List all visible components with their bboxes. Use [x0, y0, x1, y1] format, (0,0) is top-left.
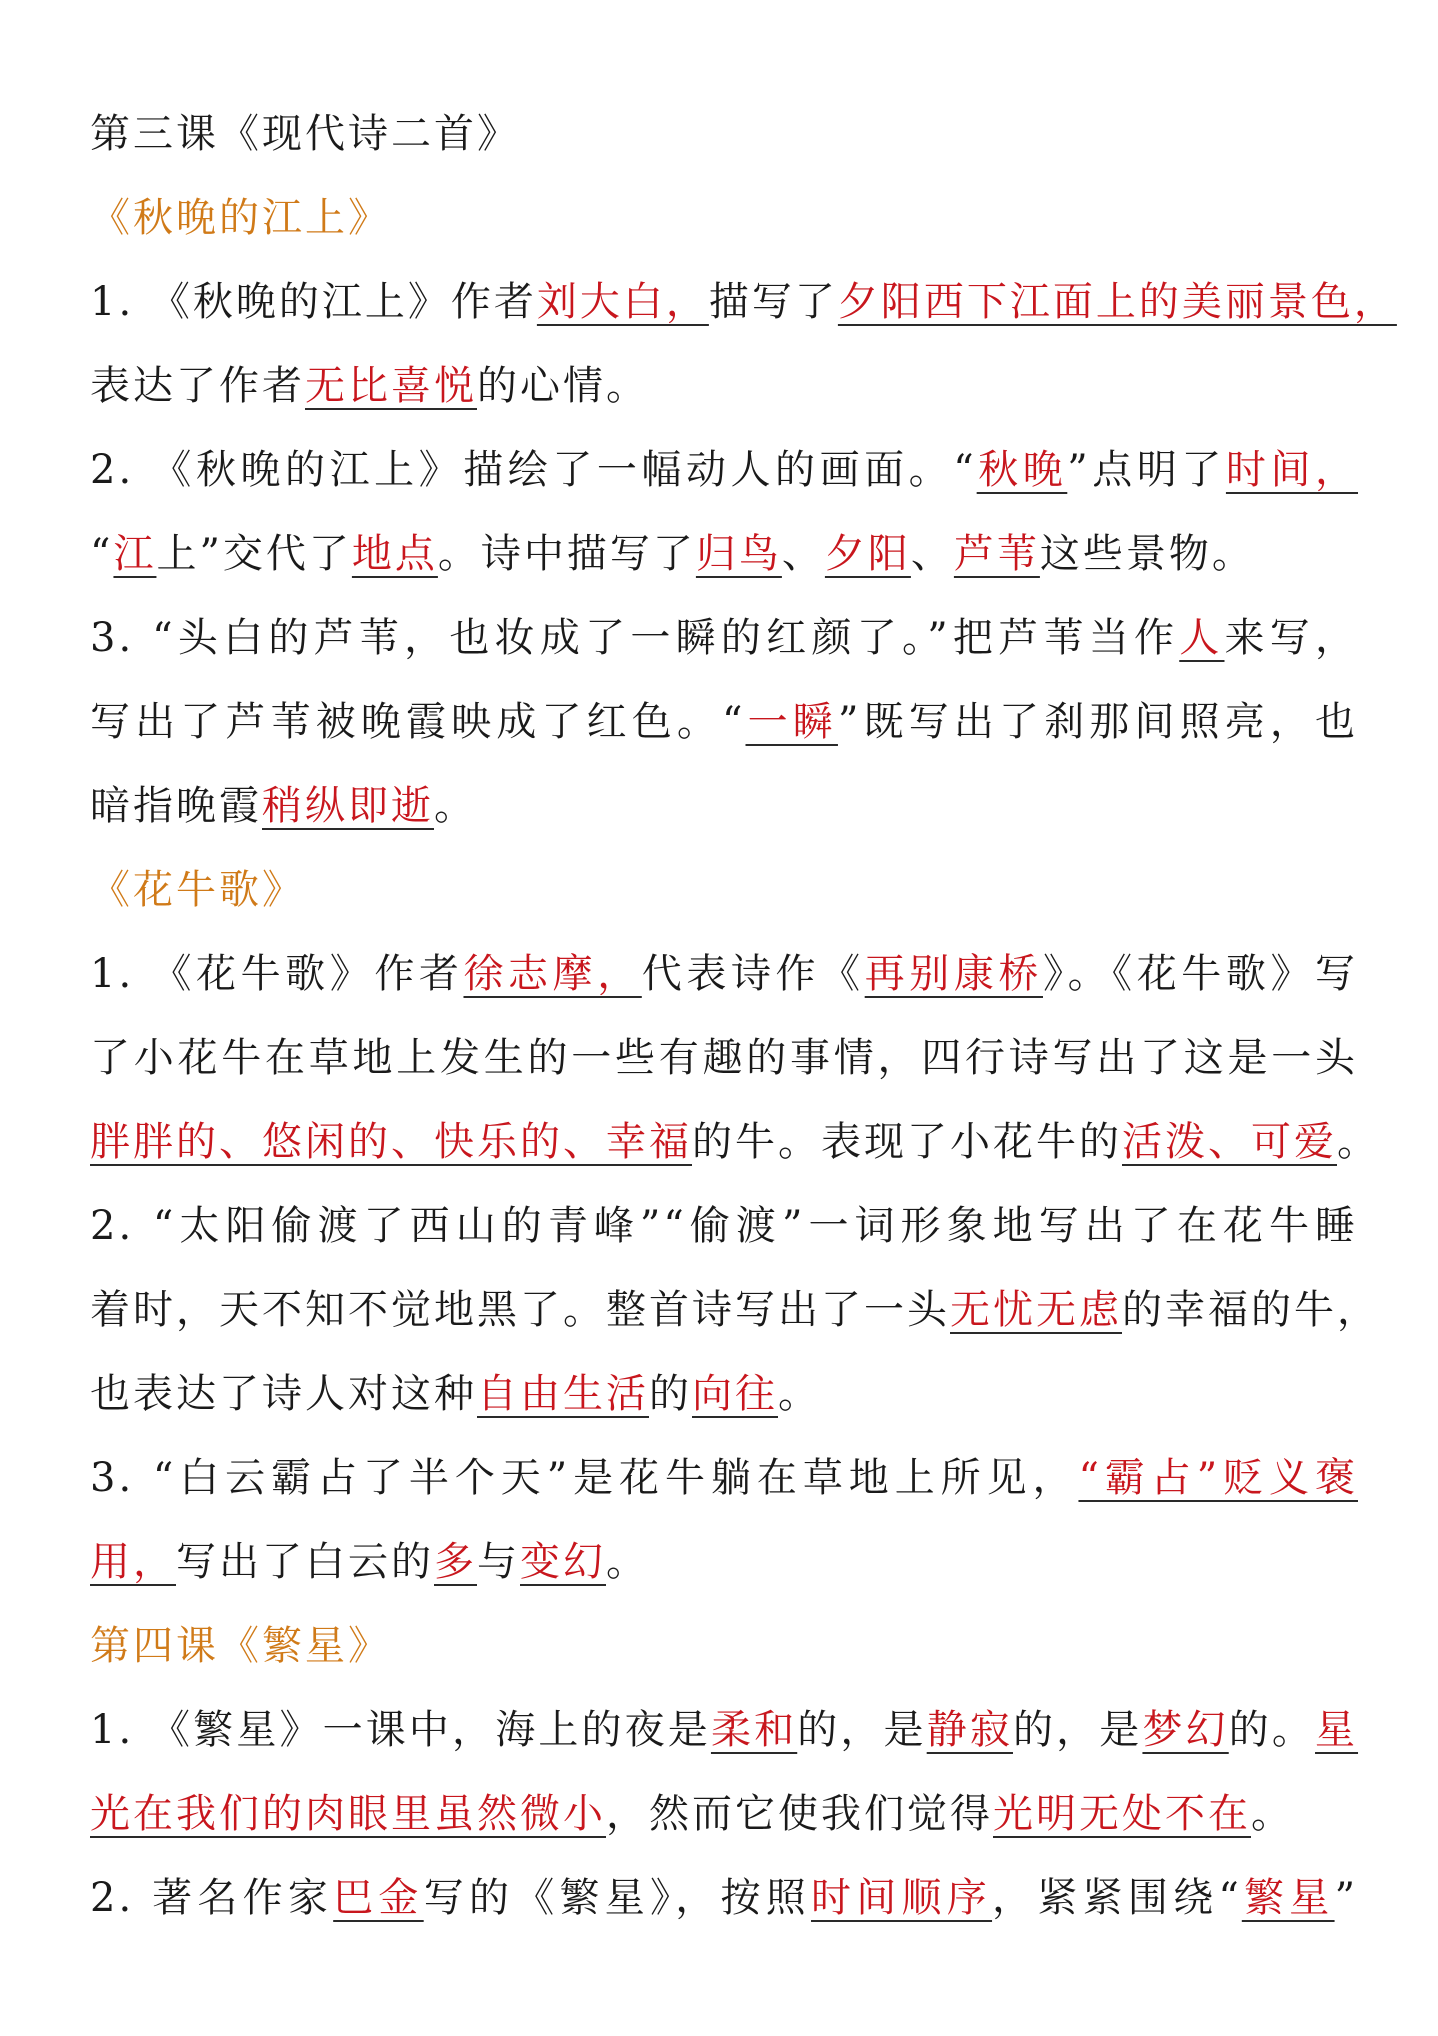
answer: 用，	[90, 1539, 176, 1585]
text: 这些景物。	[1039, 531, 1255, 577]
poem1-item1-line1	[90, 260, 1397, 344]
text: 着时，天不知不觉地黑了。整首诗写出了一头	[90, 1287, 950, 1333]
answer: 光明无处不在	[993, 1791, 1251, 1837]
text: 。	[434, 783, 477, 829]
text: 。	[606, 1539, 649, 1585]
text: ”既写出了刹那间照亮，也	[837, 699, 1359, 745]
text: ”点明了	[1067, 447, 1226, 493]
text: ，然而它使我们觉得	[606, 1791, 993, 1837]
poem1-item3-line1	[90, 596, 1358, 680]
poem1-title: 《秋晚的江上》	[90, 195, 391, 241]
answer: 归鸟	[695, 531, 782, 577]
answer: 地点	[351, 531, 438, 577]
poem1-item3-line2	[90, 680, 1358, 764]
text: 。	[1251, 1791, 1294, 1837]
text: 也表达了诗人对这种	[90, 1371, 477, 1417]
text: ，紧紧围绕“	[992, 1875, 1242, 1921]
text: 了小花牛在草地上发生的一些有趣的事情，四行诗写出了这是一头	[90, 1035, 1358, 1081]
answer: “霸占”贬义褒	[1078, 1455, 1358, 1501]
answer: 柔和	[710, 1707, 798, 1753]
text: 的。	[1228, 1707, 1316, 1753]
poem2-item3-line1	[90, 1436, 1358, 1520]
text: 、	[910, 531, 954, 577]
answer: 无忧无虑	[950, 1287, 1122, 1333]
text: 的	[649, 1371, 692, 1417]
text: 表达了作者	[90, 363, 305, 409]
answer-scene: 夕阳西下江面上的美丽景色，	[837, 279, 1397, 325]
text: 3. “白云霸占了半个天”是花牛躺在草地上所见，	[90, 1455, 1079, 1501]
answer: 一瞬	[745, 699, 838, 745]
answer: 星	[1315, 1707, 1359, 1753]
answer: 虽然微小	[434, 1791, 606, 1837]
text: 与	[477, 1539, 520, 1585]
text: 来写，	[1224, 615, 1359, 661]
answer: 胖胖的、悠闲的、快乐的、幸福	[90, 1119, 692, 1165]
text: 。诗中描写了	[437, 531, 696, 577]
poem1-item2-line2	[90, 512, 1358, 596]
answer-author: 刘大白，	[536, 279, 709, 325]
poem2-item2-line2	[90, 1268, 1380, 1352]
answer-author: 巴金	[333, 1875, 424, 1921]
text: 描写了	[708, 279, 838, 325]
text: 。	[778, 1371, 821, 1417]
text: 的幸福的牛，	[1122, 1287, 1380, 1333]
text: 3. “头白的芦苇，也妆成了一瞬的红颜了。”把芦苇当作	[90, 615, 1180, 661]
answer: 繁星	[1241, 1875, 1335, 1921]
answer: 江	[113, 531, 157, 577]
text: 2. 《秋晚的江上》描绘了一幅动人的画面。“	[90, 447, 977, 493]
answer: 人	[1179, 615, 1225, 661]
answer: 光在我们的肉眼里	[90, 1791, 434, 1837]
poem2-item2-line1	[90, 1184, 1358, 1268]
text: ”	[1334, 1875, 1359, 1921]
answer: 时间，	[1225, 447, 1359, 493]
answer: 活泼、可爱	[1122, 1119, 1337, 1165]
text: 1. 《秋晚的江上》作者	[90, 279, 537, 325]
text: 2. 著名作家	[90, 1875, 334, 1921]
poem2-item1-line2	[90, 1016, 1358, 1100]
text: 的，是	[797, 1707, 927, 1753]
answer: 稍纵即逝	[262, 783, 434, 829]
poem1-item1-line2	[90, 344, 1358, 428]
answer: 变幻	[520, 1539, 606, 1585]
lesson4-item1-line2	[90, 1772, 1358, 1856]
answer: 自由生活	[477, 1371, 649, 1417]
lesson3-title: 第三课《现代诗二首》	[90, 111, 520, 157]
answer-poem: 再别康桥	[864, 951, 1043, 997]
text: 的，是	[1012, 1707, 1143, 1753]
text: 的牛。表现了小花牛的	[692, 1119, 1122, 1165]
text: 写出了芦苇被晚霞映成了红色。“	[90, 699, 746, 745]
text: 》。《花牛歌》写	[1043, 951, 1359, 997]
text: 1. 《花牛歌》作者	[90, 951, 464, 997]
answer: 夕阳	[824, 531, 911, 577]
text: 写出了白云的	[176, 1539, 434, 1585]
poem2-item1-line3	[90, 1100, 1380, 1184]
lesson4-title: 第四课《繁星》	[90, 1623, 391, 1669]
text: 2. “太阳偷渡了西山的青峰”“偷渡”一词形象地写出了在花牛睡	[90, 1203, 1358, 1249]
answer: 芦苇	[953, 531, 1040, 577]
poem2-title: 《花牛歌》	[90, 867, 305, 913]
text: 暗指晚霞	[90, 783, 262, 829]
text: 上”交代了	[156, 531, 352, 577]
text: 的心情。	[477, 363, 649, 409]
text: “	[90, 531, 114, 577]
poem2-item3-line2	[90, 1520, 1358, 1604]
text: 写的《繁星》，按照	[423, 1875, 812, 1921]
poem2-item2-line3	[90, 1352, 1358, 1436]
answer: 梦幻	[1142, 1707, 1229, 1753]
text: 、	[781, 531, 825, 577]
text: 代表诗作《	[641, 951, 865, 997]
answer: 多	[434, 1539, 477, 1585]
text: 1. 《繁星》一课中，海上的夜是	[90, 1707, 711, 1753]
poem1-item2-line1	[90, 428, 1358, 512]
answer-emotion: 无比喜悦	[305, 363, 477, 409]
text: 。	[1337, 1119, 1380, 1165]
answer: 秋晚	[976, 447, 1068, 493]
answer-author: 徐志摩，	[463, 951, 642, 997]
poem2-item1-line1	[90, 932, 1358, 1016]
answer: 向往	[692, 1371, 778, 1417]
answer: 静寂	[926, 1707, 1013, 1753]
answer: 时间顺序	[811, 1875, 993, 1921]
poem1-item3-line3	[90, 764, 1358, 848]
lesson4-item1-line1	[90, 1688, 1358, 1772]
lesson4-item2-line1	[90, 1856, 1358, 1940]
